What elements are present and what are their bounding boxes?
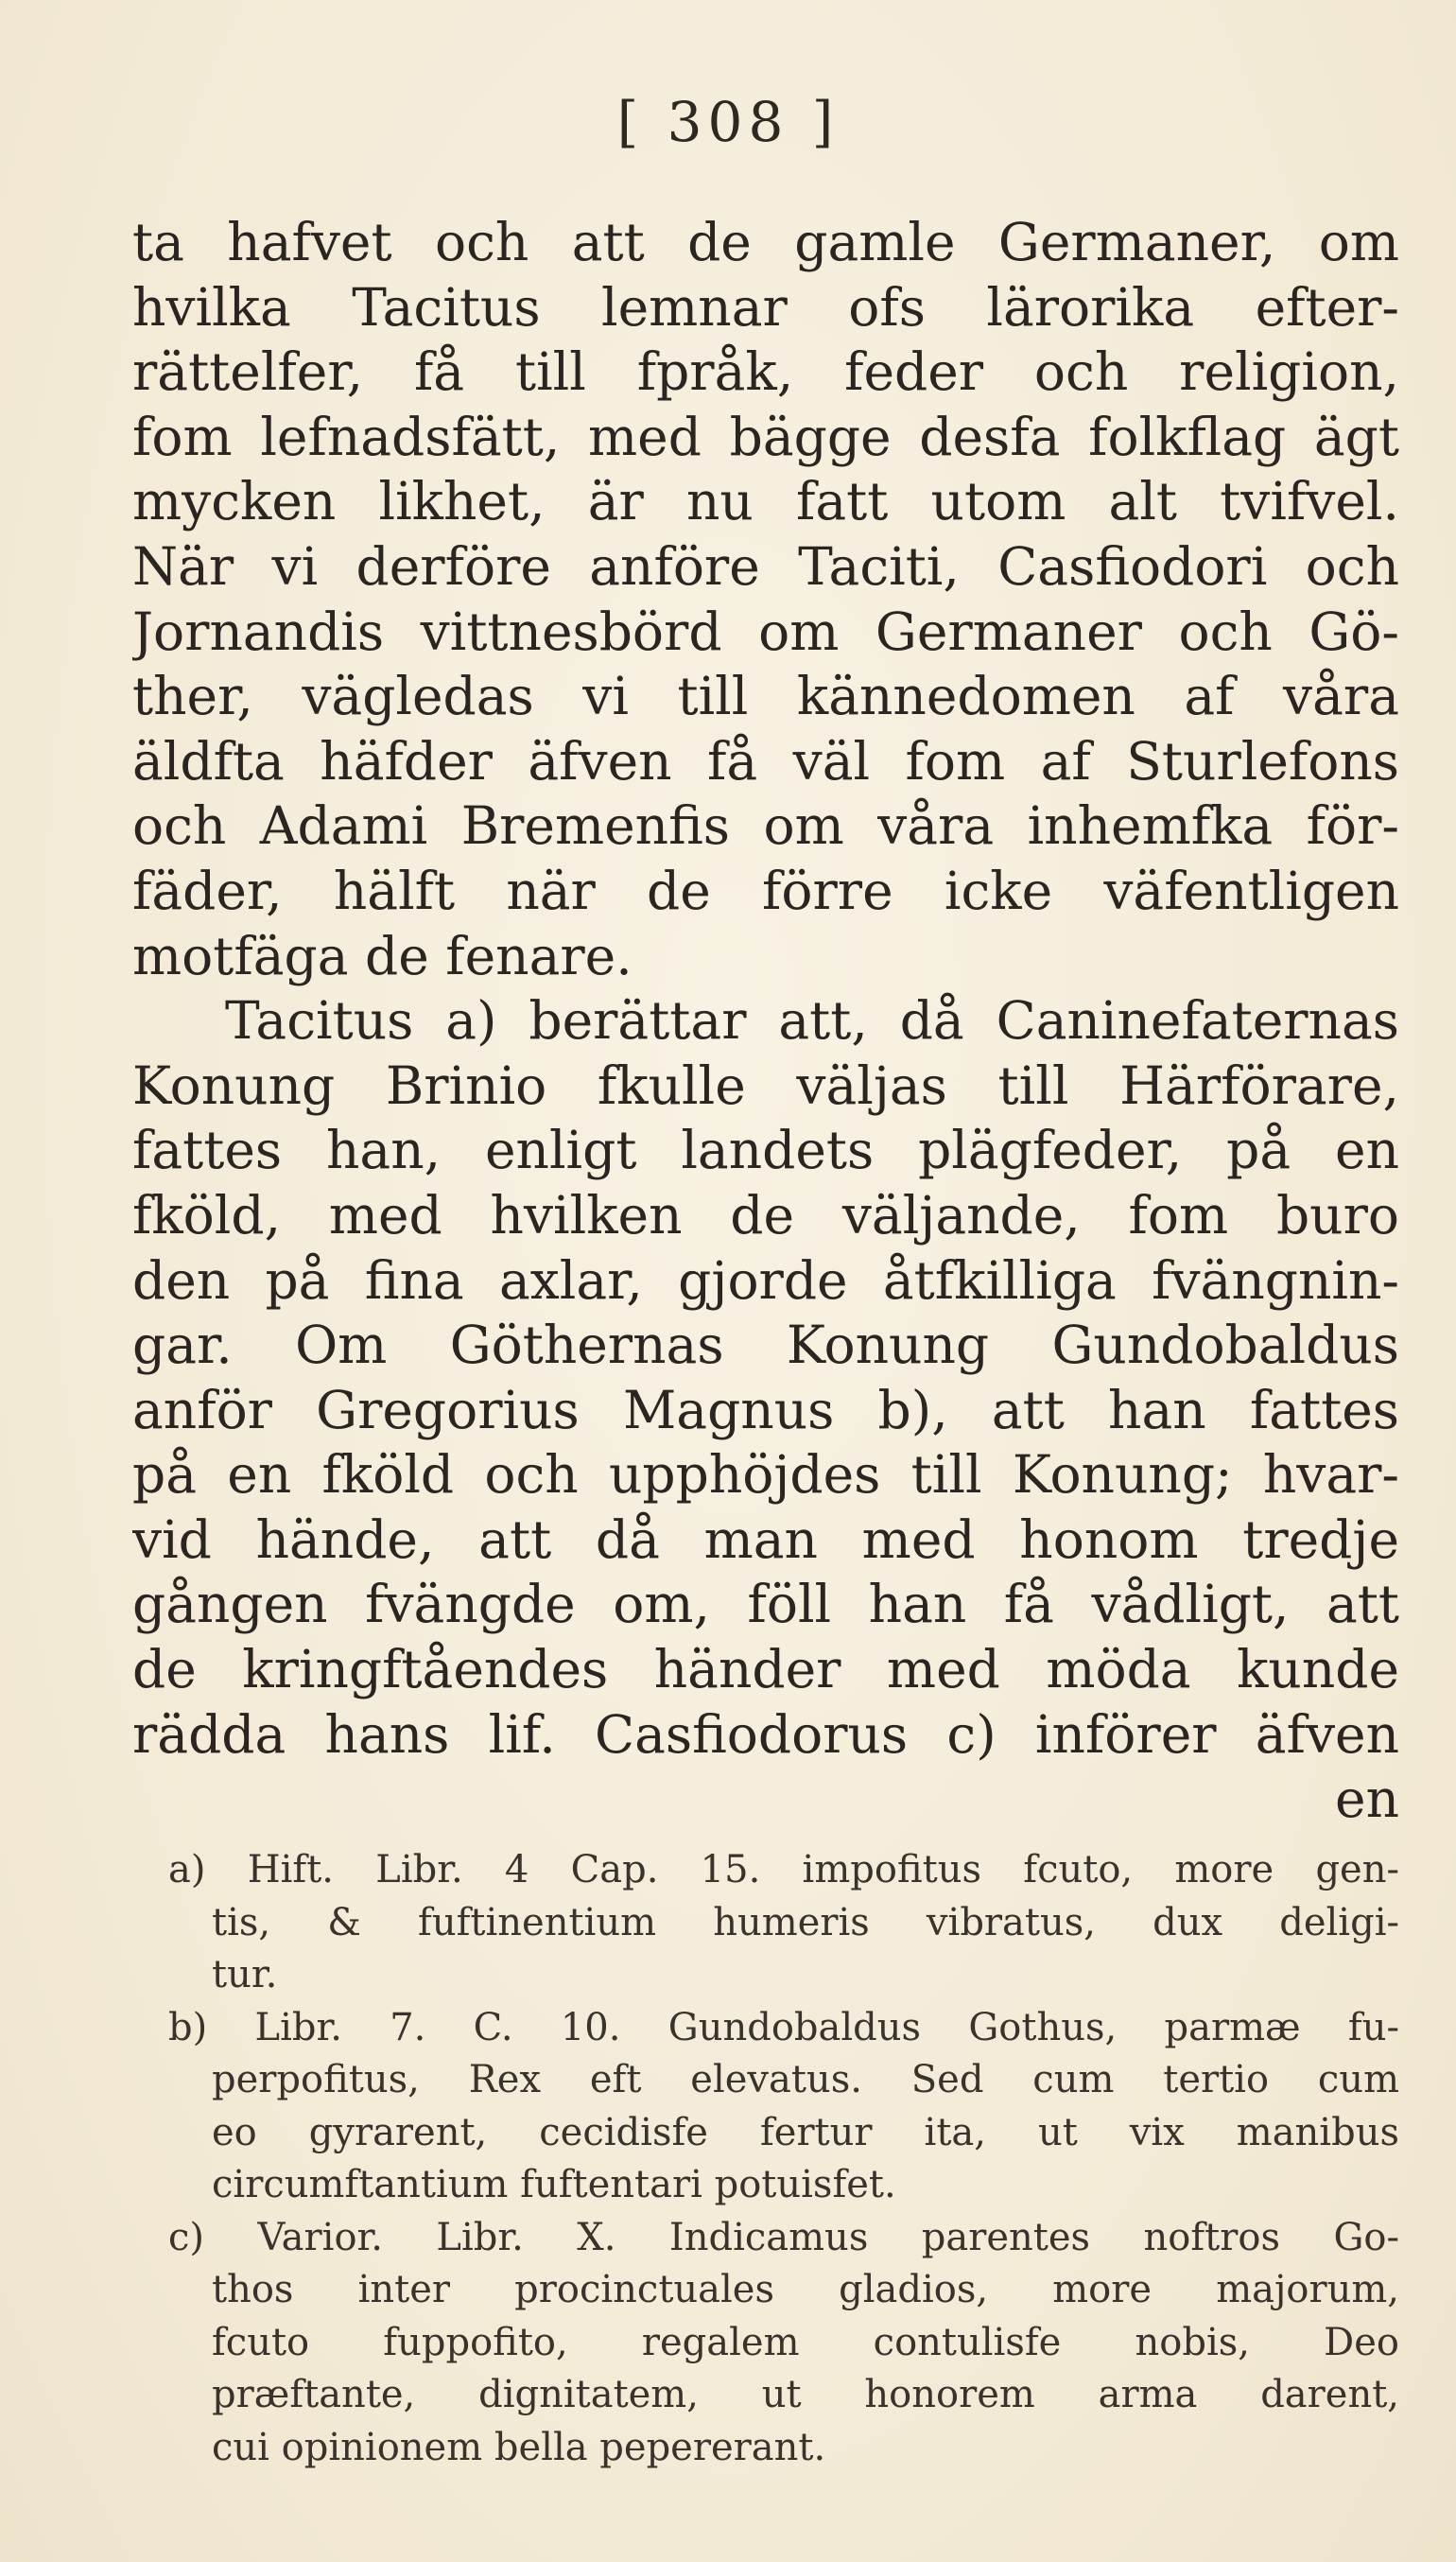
footnote-c-line: fcuto fuppofito, regalem contulisfe nobis, Deo: [212, 2320, 1399, 2364]
catchword: en: [1335, 1769, 1399, 1830]
footnote-a-line: tis, & fuftinentium humeris vibratus, dux deligi-: [212, 1900, 1399, 1944]
footnote-a-line: tur.: [212, 1953, 278, 1996]
text-line: ther, vägledas vi till kännedomen af våra: [132, 666, 1399, 727]
footnote-b: b) Libr. 7. C. 10. Gundobaldus Gothus, parmæ fu-: [168, 2005, 1399, 2049]
text-line: mycken likhet, är nu fatt utom alt tvifvel.: [132, 471, 1399, 532]
text-line: gången fvängde om, föll han få vådligt, att: [132, 1574, 1399, 1635]
footnote-a: a) Hift. Libr. 4 Cap. 15. impofitus fcuto, more gen-: [168, 1848, 1399, 1891]
text-line: rättelfer, få till fpråk, feder och religion,: [132, 341, 1399, 403]
text-line: anför Gregorius Magnus b), att han fattes: [132, 1379, 1399, 1440]
footnote-c-line: præftante, dignitatem, ut honorem arma darent,: [212, 2373, 1399, 2416]
text-line: Jornandis vittnesbörd om Germaner och Gö-: [132, 601, 1399, 662]
text-line: vid hände, att då man med honom tredje: [132, 1508, 1399, 1570]
footnote-b-line: circumftantium fuftentari potuisfet.: [212, 2163, 896, 2206]
text-line: rädda hans lif. Casfiodorus c) införer äfven: [132, 1703, 1399, 1765]
footnote-c-line: thos inter procinctuales gladios, more majorum,: [212, 2268, 1399, 2311]
text-line: fäder, hälft när de förre icke väfentligen: [132, 860, 1399, 921]
text-line: fattes han, enligt landets plägfeder, på en: [132, 1120, 1399, 1181]
footnotes: [168, 1844, 1399, 2474]
footnote-c: c) Varior. Libr. X. Indicamus parentes noftros Go-: [168, 2215, 1399, 2259]
text-line: hvilka Tacitus lemnar ofs lärorika efter-: [132, 276, 1399, 338]
text-line: fom lefnadsfätt, med bägge desfa folkflag ägt: [132, 406, 1399, 467]
footnote-c-line: cui opinionem bella pepererant.: [212, 2425, 826, 2469]
text-line: den på fina axlar, gjorde åtfkilliga fvängnin-: [132, 1249, 1399, 1311]
text-line: de kringftåendes händer med möda kunde: [132, 1639, 1399, 1700]
text-line: och Adami Bremenfis om våra inhemfka för-: [132, 795, 1399, 857]
text-line: äldfta häfder äfven få väl fom af Sturlefons: [132, 730, 1399, 792]
text-line: gar. Om Göthernas Konung Gundobaldus: [132, 1315, 1399, 1376]
text-line: Konung Brinio fkulle väljas till Härförare,: [132, 1054, 1399, 1116]
text-line: motfäga de fenare.: [132, 925, 633, 986]
footnote-b-line: eo gyrarent, cecidisfe fertur ita, ut vix manibus: [212, 2110, 1399, 2154]
body-text: [132, 210, 1399, 1832]
text-line: ta hafvet och att de gamle Germaner, om: [132, 212, 1399, 272]
page-number: [ 308 ]: [616, 90, 840, 154]
text-line: på en fköld och upphöjdes till Konung; hvar-: [132, 1444, 1399, 1506]
text-line: När vi derföre anföre Taciti, Casfiodori och: [132, 535, 1399, 597]
text-line: fköld, med hvilken de väljande, fom buro: [132, 1184, 1399, 1246]
footnote-b-line: perpofitus, Rex eft elevatus. Sed cum tertio cum: [212, 2058, 1399, 2101]
text-line: Tacitus a) berättar att, då Caninefaternas: [225, 990, 1399, 1052]
